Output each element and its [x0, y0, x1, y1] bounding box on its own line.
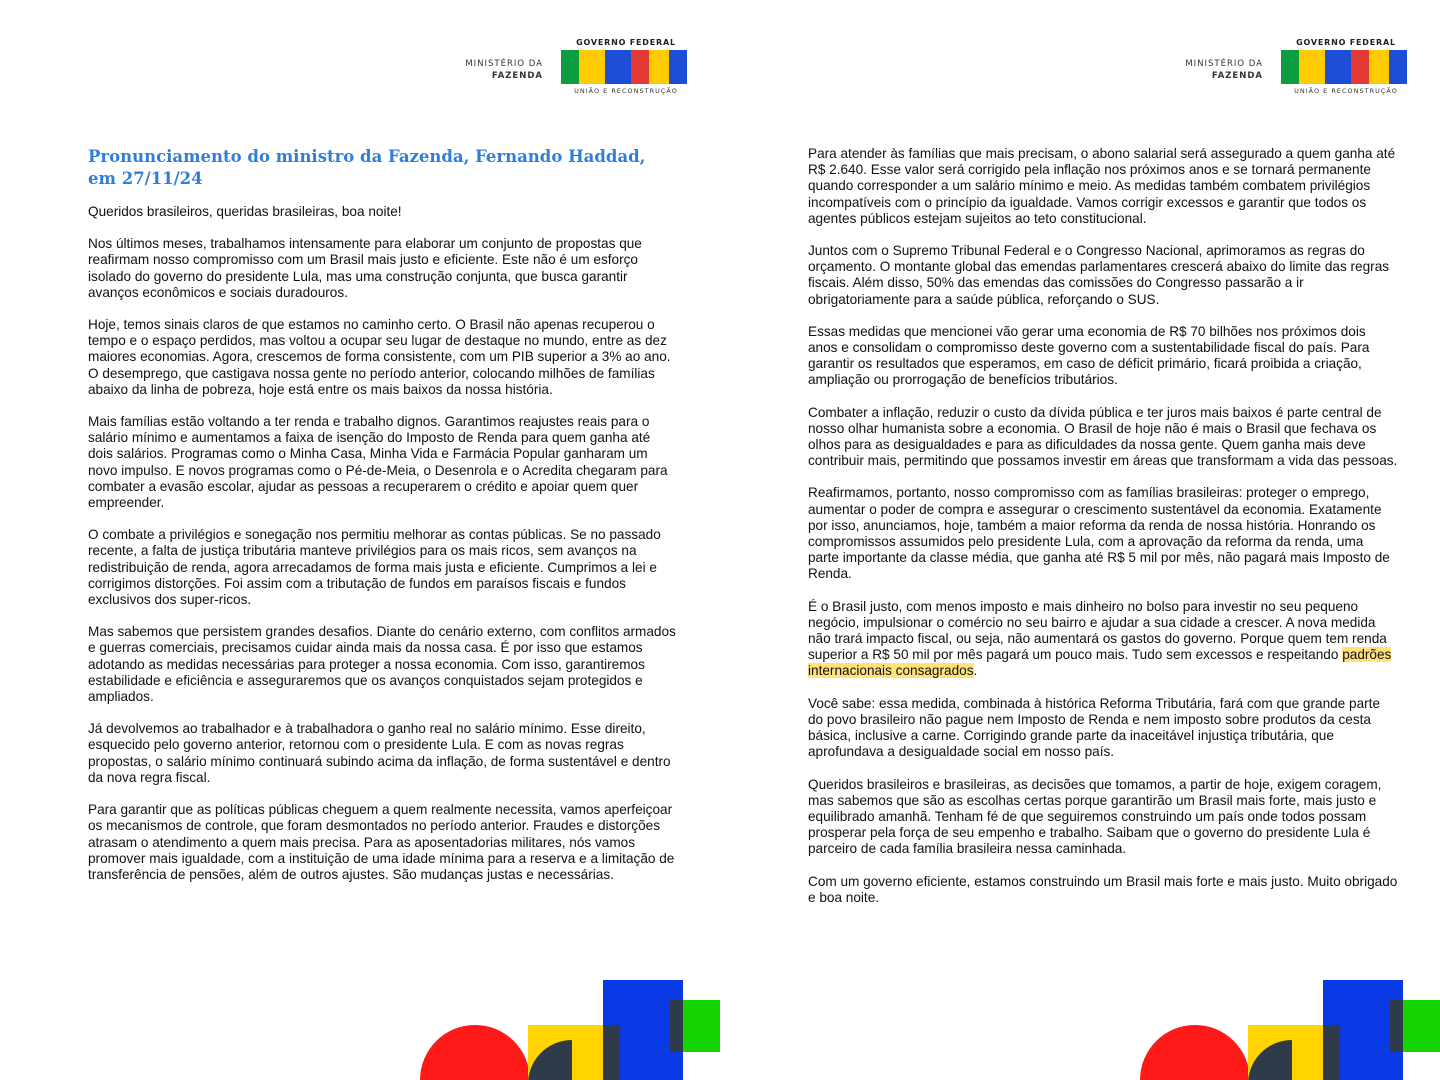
paragraph: Para atender às famílias que mais precisam, o abono salarial será assegurado a quem ganha até R$ 2.640. Esse valor será corrigido pela inflação nos próximos anos e se tornará permanente quando corresponder a um salário mínimo e meio. As medidas também combatem privilégios incompatíveis com o princípio da igualdade. Vamos corrigir excessos e garantir que todos os agentes públicos estejam sujeitos ao teto constitucional.	[808, 146, 1396, 226]
paragraph: Juntos com o Supremo Tribunal Federal e o Congresso Nacional, aprimoramos as regras do orçamento. O montante global das emendas parlamentares crescerá abaixo do limite das regras fiscais. Além disso, 50% das emendas das comissões do Congresso passarão a ir obrigatoriamente para a saúde pública, reforçando o SUS.	[808, 243, 1390, 307]
gov-top-text: GOVERNO FEDERAL	[1296, 38, 1396, 47]
gov-top-text: GOVERNO FEDERAL	[576, 38, 676, 47]
paragraph: Mas sabemos que persistem grandes desafios. Diante do cenário externo, com conflitos armados e guerras comerciais, precisamos cuidar ainda mais da nossa casa. É por isso que estamos adotando as medidas necessárias para proteger a nossa economia. Com isso, garantiremos estabilidade e eficiência e asseguraremos que os avanços conquistados sejam protegidos e ampliados.	[88, 624, 676, 705]
right-page-body	[808, 146, 1398, 922]
paragraph: Combater a inflação, reduzir o custo da dívida pública e ter juros mais baixos é parte central de nosso olhar humanista sobre a economia. O Brasil de hoje não é mais o Brasil que fechava os olhos para as desigualdades e para as dificuldades da nossa gente. Quem ganha mais deve contribuir mais, permitindo que possamos investir em áreas que transformam a vida das pessoas.	[808, 404, 1398, 469]
ministry-label	[455, 58, 543, 82]
title-line1: Pronunciamento do ministro da Fazenda, Fernando Haddad,	[88, 147, 646, 166]
paragraph: Com um governo eficiente, estamos construindo um Brasil mais forte e mais justo. Muito obrigado e boa noite.	[808, 873, 1398, 905]
ministry-label	[1175, 58, 1263, 82]
ministry-line1: MINISTÉRIO DA	[465, 59, 543, 69]
left-page-body	[88, 146, 678, 899]
paragraph: Mais famílias estão voltando a ter renda e trabalho dignos. Garantimos reajustes reais para o salário mínimo e aumentamos a faixa de isenção do Imposto de Renda para quem ganha até dois salários. Programas como o Minha Casa, Minha Vida e Farmácia Popular ganharam um novo impulso. E novos programas como o Pé-de-Meia, o Desenrola e o Acredita chegaram para combater a evasão escolar, ajudar as pessoas a recuperarem o crédito e apoiar quem quer empreender.	[88, 414, 668, 511]
ministry-line1: MINISTÉRIO DA	[1185, 59, 1263, 69]
paragraph: Essas medidas que mencionei vão gerar uma economia de R$ 70 bilhões nos próximos dois anos e consolidam o compromisso deste governo com a sustentabilidade fiscal do país. Para garantir os resultados que esperamos, em caso de déficit primário, ficará proibida a criação, ampliação ou prorrogação de benefícios tributários.	[808, 323, 1370, 388]
header-logo	[1175, 38, 1410, 100]
paragraph: Queridos brasileiros e brasileiras, as decisões que tomamos, a partir de hoje, exigem coragem, mas sabemos que são as escolhas certas porque garantirão um Brasil mais forte, mais justo e equilibrado amanhã. Tenham fé de que seguiremos construindo um país onde todos possam prosperar pela força de seu empenho e trabalho. Saibam que o governo do presidente Lula é parceiro de cada família brasileira nessa caminhada.	[808, 776, 1382, 857]
paragraph: Reafirmamos, portanto, nosso compromisso com as famílias brasileiras: proteger o emprego, aumentar o poder de compra e assegurar o crescimento sustentável da economia. Exatamente por isso, anunciamos, hoje, também a maior reforma da renda de nossa história. Honrando os compromissos assumidos pelo presidente Lula, com a aprovação da reforma da renda, uma parte importante da classe média, que ganha até R$ 5 mil por mês, não pagará mais Imposto de Renda.	[808, 485, 1390, 582]
text-run: É o Brasil justo, com menos imposto e mais dinheiro no bolso para investir no seu pequeno negócio, impulsionar o comércio no seu bairro e ajudar a sua cidade a crescer. A nova medida não trará impacto fiscal, ou seja, não aumentará os gastos do governo. Porque quem tem renda superior a R$ 50 mil por mês pagará um pouco mais. Tudo sem excessos e respeitando	[808, 598, 1387, 663]
brasil-wordmark-icon	[561, 50, 691, 84]
paragraph: O combate a privilégios e sonegação nos permitiu melhorar as contas públicas. Se no passado recente, a falta de justiça tributária manteve privilégios para os mais ricos, sem avanços na redistribuição de renda, agora arrecadamos de forma mais justa e eficiente. Cumprimos a lei e corrigimos distorções. Foi assim com a tributação de fundos em paraísos fiscais e fundos exclusivos dos super-ricos.	[88, 527, 661, 608]
title-line2: em 27/11/24	[88, 169, 203, 188]
highlighted-text: padrões internacionais consagrados	[808, 647, 1392, 679]
document-title	[88, 146, 678, 190]
decorative-shapes	[1140, 980, 1440, 1080]
brasil-wordmark-icon	[1281, 50, 1411, 84]
gov-federal-logo	[1281, 38, 1411, 95]
header-logo	[455, 38, 690, 100]
gov-bottom-text: UNIÃO E RECONSTRUÇÃO	[574, 87, 678, 95]
paragraph: Nos últimos meses, trabalhamos intensamente para elaborar um conjunto de propostas que reafirmam nosso compromisso com um Brasil mais justo e eficiente. Este não é um esforço isolado do governo do presidente Lula, mas uma construção conjunta, que busca garantir avanços econômicos e sociais duradouros.	[88, 236, 642, 300]
paragraph: Já devolvemos ao trabalhador e à trabalhadora o ganho real no salário mínimo. Esse direito, esquecido pelo governo anterior, retornou com o presidente Lula. E com as novas regras propostas, o salário mínimo continuará subindo acima da inflação, de forma sustentável e dentro da nova regra fiscal.	[88, 721, 671, 785]
ministry-line2: FAZENDA	[491, 71, 543, 81]
gov-bottom-text: UNIÃO E RECONSTRUÇÃO	[1294, 87, 1398, 95]
page-right	[720, 0, 1440, 1080]
gov-federal-logo	[561, 38, 691, 95]
text-run: .	[973, 663, 978, 679]
paragraph: Hoje, temos sinais claros de que estamos no caminho certo. O Brasil não apenas recuperou o tempo e o espaço perdidos, mas voltou a ocupar seu lugar de destaque no mundo, entre as dez maiores economias. Agora, crescemos de forma consistente, com um PIB superior a 3% ao ano. O desemprego, que castigava nossa gente no período anterior, colocando milhões de famílias abaixo da linha de pobreza, hoje está entre os mais baixos da nossa história.	[88, 317, 671, 397]
ministry-line2: FAZENDA	[1211, 71, 1263, 81]
paragraph: Você sabe: essa medida, combinada à histórica Reforma Tributária, fará com que grande parte do povo brasileiro não pague nem Imposto de Renda e nem imposto sobre produtos da cesta básica, inclusive a carne. Corrigindo grande parte da inaceitável injustiça tributária, que aprofundava a desigualdade social em nosso país.	[808, 695, 1381, 760]
paragraph: Queridos brasileiros, queridas brasileiras, boa noite!	[88, 204, 402, 219]
decorative-shapes	[420, 980, 720, 1080]
paragraph	[808, 599, 1398, 680]
paragraph: Para garantir que as políticas públicas cheguem a quem realmente necessita, vamos aperfeiçoar os mecanismos de controle, que foram desmontados no período anterior. Fraudes e distorções atrasam o atendimento a quem mais precisa. Para as aposentadorias militares, nós vamos promover mais igualdade, com a instituição de uma idade mínima para a reserva e a limitação de transferência de pensões, além de outros ajustes. São mudanças justas e necessárias.	[88, 802, 675, 882]
